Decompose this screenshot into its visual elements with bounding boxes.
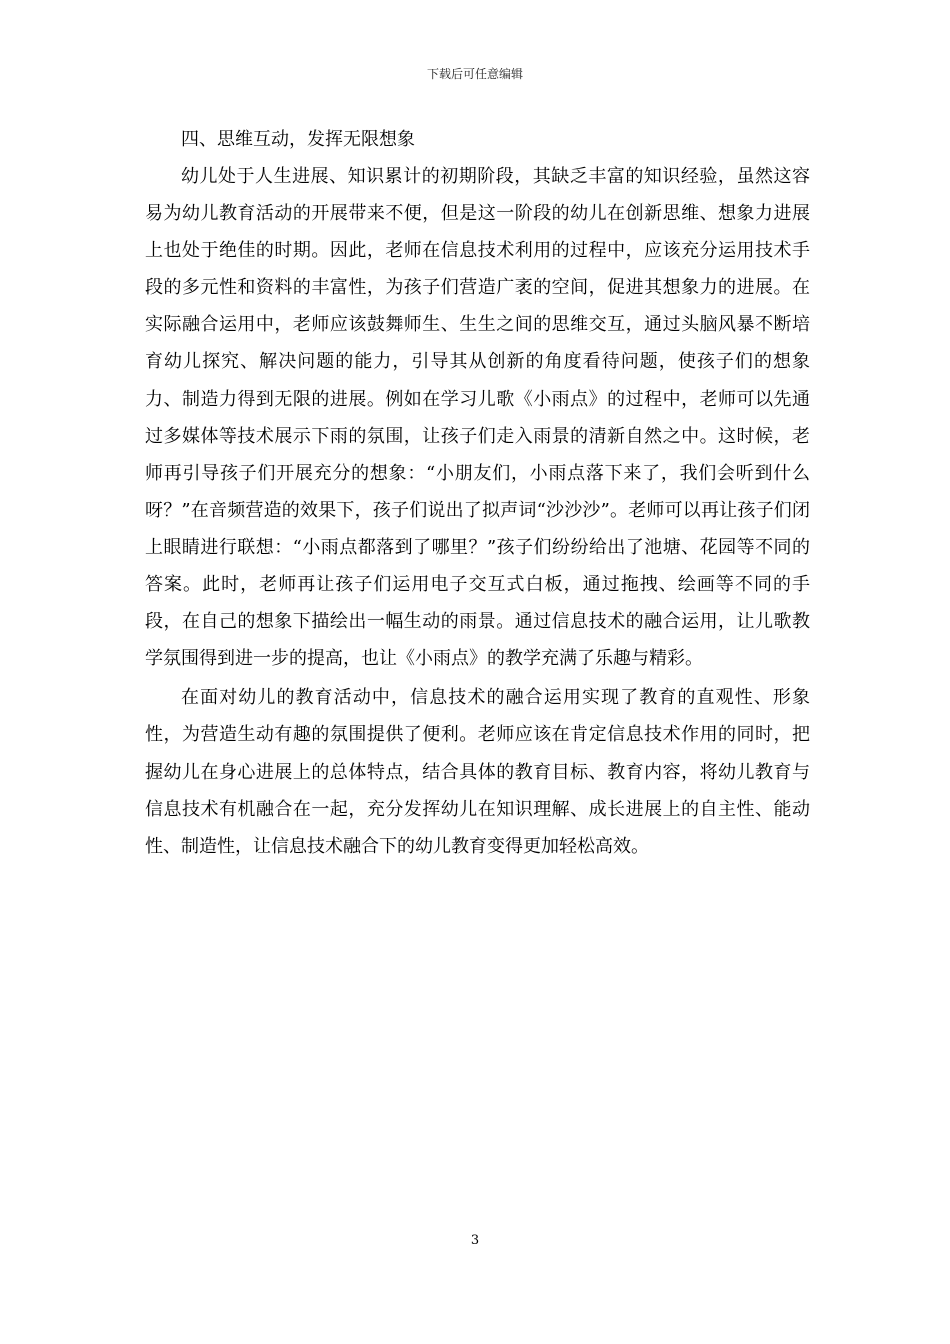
page-header-note: 下载后可任意编辑 bbox=[426, 67, 523, 81]
page-number: 3 bbox=[470, 1233, 480, 1248]
document-body bbox=[145, 121, 810, 865]
section-heading: 四、思维互动，发挥无限想象 bbox=[181, 129, 415, 150]
body-paragraph: 在面对幼儿的教育活动中，信息技术的融合运用实现了教育的直观性、形象性，为营造生动有趣的氛围提供了便利。老师应该在肯定信息技术作用的同时，把握幼儿在身心进展上的总体特点，结合具体的教育目标、教育内容，将幼儿教育与信息技术有机融合在一起，充分发挥幼儿在知识理解、成长进展上的自主性、能动性、制造性，让信息技术融合下的幼儿教育变得更加轻松高效。 bbox=[145, 687, 810, 857]
body-paragraph: 幼儿处于人生进展、知识累计的初期阶段，其缺乏丰富的知识经验，虽然这容易为幼儿教育活动的开展带来不便，但是这一阶段的幼儿在创新思维、想象力进展上也处于绝佳的时期。因此，老师在信息技术利用的过程中，应该充分运用技术手段的多元性和资料的丰富性，为孩子们营造广袤的空间，促进其想象力的进展。在实际融合运用中，老师应该鼓舞师生、生生之间的思维交互，通过头脑风暴不断培育幼儿探究、解决问题的能力，引导其从创新的角度看待问题，使孩子们的想象力、制造力得到无限的进展。例如在学习儿歌《小雨点》的过程中，老师可以先通过多媒体等技术展示下雨的氛围，让孩子们走入雨景的清新自然之中。这时候，老师再引导孩子们开展充分的想象：“小朋友们，小雨点落下来了，我们会听到什么呀？”在音频营造的效果下，孩子们说出了拟声词“沙沙沙”。老师可以再让孩子们闭上眼睛进行联想：“小雨点都落到了哪里？”孩子们纷纷给出了池塘、花园等不同的答案。此时，老师再让孩子们运用电子交互式白板，通过拖拽、绘画等不同的手段，在自己的想象下描绘出一幅生动的雨景。通过信息技术的融合运用，让儿歌教学氛围得到进一步的提高，也让《小雨点》的教学充满了乐趣与精彩。 bbox=[145, 166, 810, 670]
